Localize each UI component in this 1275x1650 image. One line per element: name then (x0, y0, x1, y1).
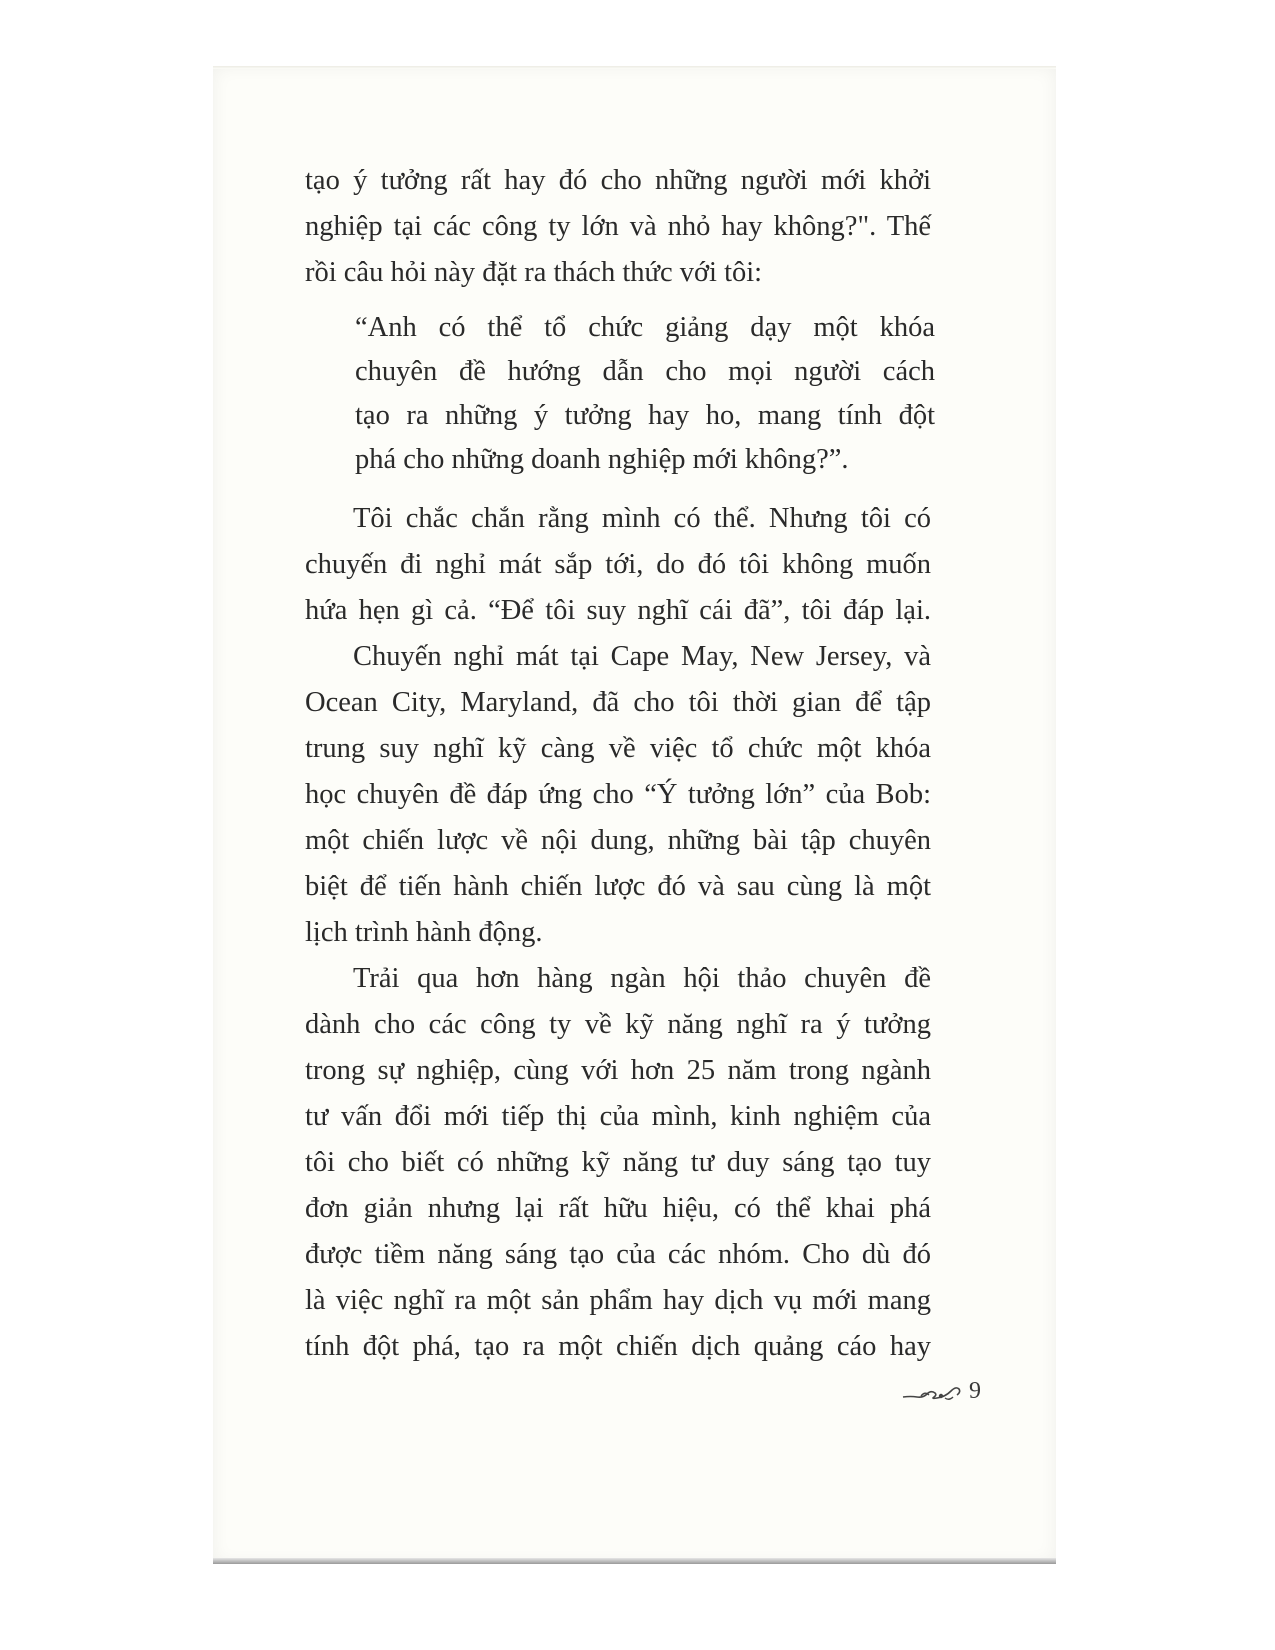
paragraph-3 (305, 634, 959, 956)
text-line: một chiến lược về nội dung, những bài tập chuyên (305, 825, 931, 856)
text-line: trong sự nghiệp, cùng với hơn 25 năm trong ngành (305, 1055, 931, 1086)
quote-line: phá cho những doanh nghiệp mới không?”. (355, 444, 849, 475)
text-line: Ocean City, Maryland, đã cho tôi thời gian để tập (305, 687, 931, 718)
text-line: dành cho các công ty về kỹ năng nghĩ ra ý tưởng (305, 1009, 931, 1040)
page-bottom-edge (213, 1558, 1056, 1564)
text-line: tính đột phá, tạo ra một chiến dịch quảng cáo hay (305, 1331, 931, 1362)
page-top-edge (213, 66, 1056, 69)
decorative-flourish-icon (901, 1382, 963, 1402)
block-quote (305, 306, 935, 482)
page-folio (901, 1378, 981, 1405)
quote-line: chuyên đề hướng dẫn cho mọi người cách (355, 356, 935, 387)
text-line: trung suy nghĩ kỹ càng về việc tổ chức một khóa (305, 733, 931, 764)
book-page (213, 66, 1056, 1564)
text-line: Trải qua hơn hàng ngàn hội thảo chuyên đề (353, 963, 931, 994)
text-line: chuyến đi nghỉ mát sắp tới, do đó tôi không muốn (305, 549, 931, 580)
text-line: tạo ý tưởng rất hay đó cho những người mới khởi (305, 165, 931, 196)
text-line: Chuyến nghỉ mát tại Cape May, New Jersey, và (353, 641, 931, 672)
paragraph-1 (305, 158, 959, 296)
text-line: được tiềm năng sáng tạo của các nhóm. Cho dù đó (305, 1239, 931, 1270)
paragraph-2 (305, 496, 959, 634)
text-line: đơn giản nhưng lại rất hữu hiệu, có thể khai phá (305, 1193, 931, 1224)
text-line: tư vấn đổi mới tiếp thị của mình, kinh nghiệm của (305, 1101, 931, 1132)
body-text (305, 158, 959, 1370)
text-line: hứa hẹn gì cả. “Để tôi suy nghĩ cái đã”, tôi đáp lại. (305, 595, 931, 626)
page-number: 9 (969, 1378, 981, 1404)
text-line: Tôi chắc chắn rằng mình có thể. Nhưng tôi có (353, 503, 931, 534)
text-line: rồi câu hỏi này đặt ra thách thức với tôi: (305, 257, 763, 288)
text-line: nghiệp tại các công ty lớn và nhỏ hay không?". Thế (305, 211, 931, 242)
text-line: biệt để tiến hành chiến lược đó và sau cùng là một (305, 871, 931, 902)
text-line: tôi cho biết có những kỹ năng tư duy sáng tạo tuy (305, 1147, 931, 1178)
quote-line: tạo ra những ý tưởng hay ho, mang tính đột (355, 400, 935, 431)
paragraph-4 (305, 956, 959, 1370)
quote-line: “Anh có thể tổ chức giảng dạy một khóa (355, 312, 935, 343)
text-line: là việc nghĩ ra một sản phẩm hay dịch vụ mới mang (305, 1285, 931, 1316)
text-line: lịch trình hành động. (305, 917, 543, 948)
text-line: học chuyên đề đáp ứng cho “Ý tưởng lớn” của Bob: (305, 779, 931, 810)
